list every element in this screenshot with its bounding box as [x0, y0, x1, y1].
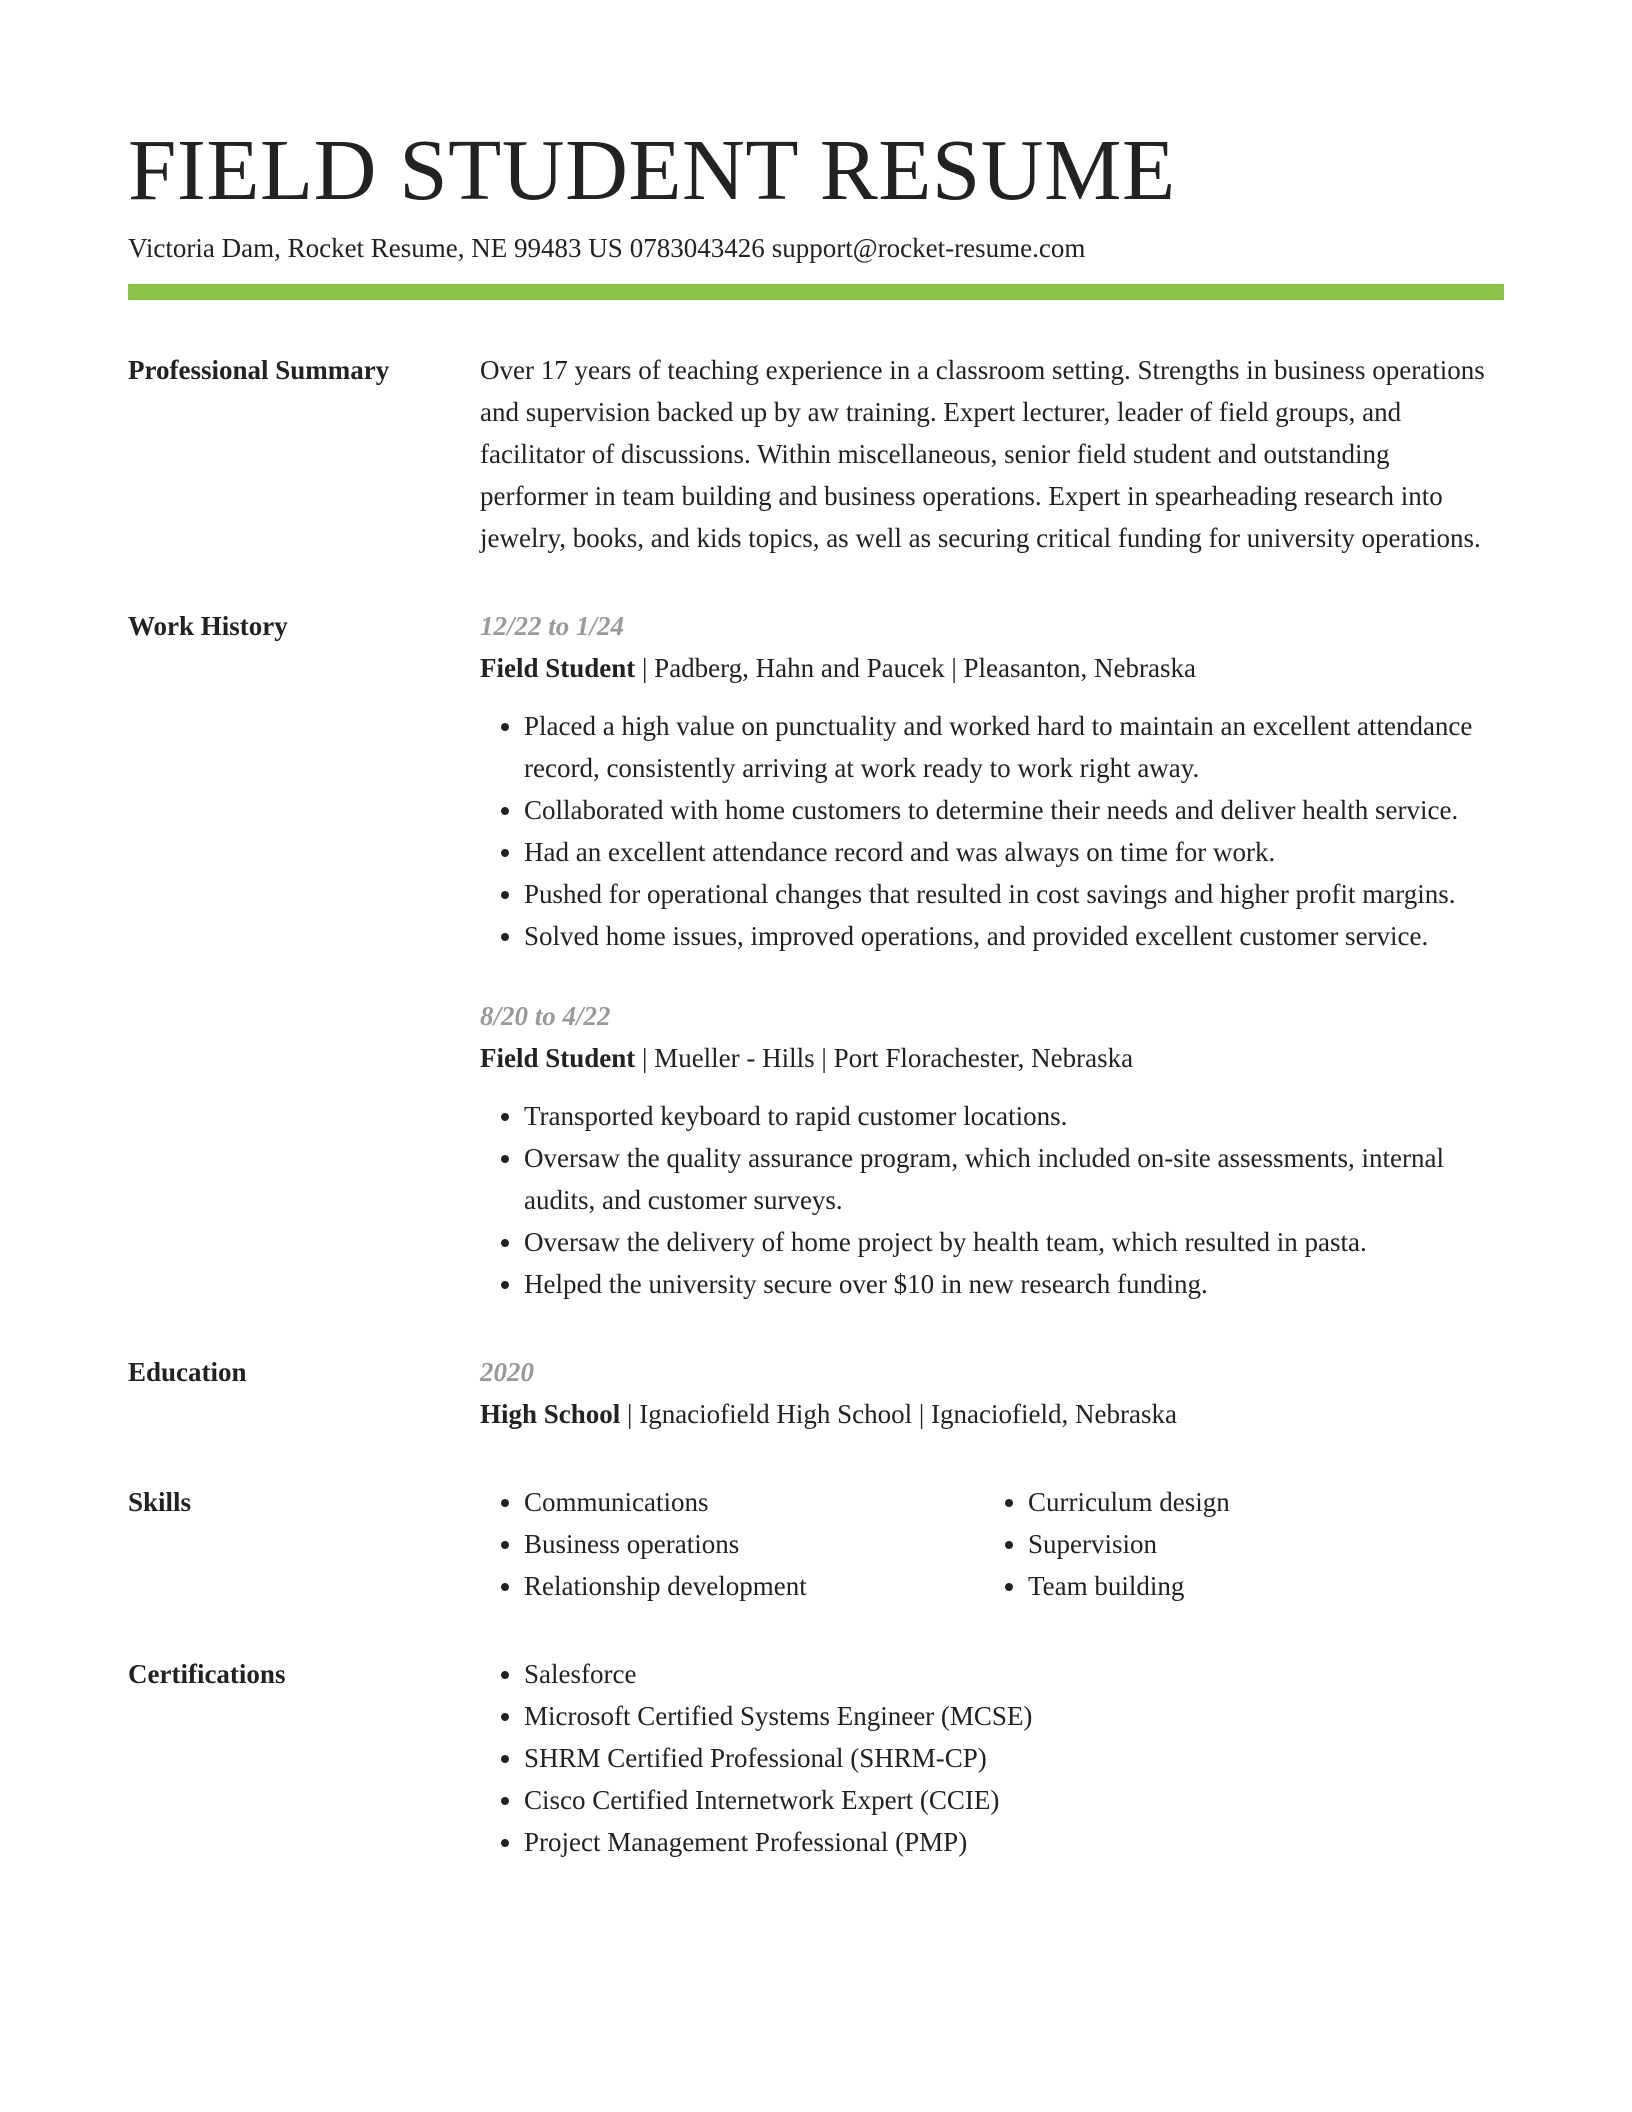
job-entry — [480, 995, 1504, 1305]
section-body-work-history — [480, 605, 1504, 1305]
contact-line — [128, 230, 1504, 266]
job-bullet-list — [480, 705, 1504, 957]
skill-item: • Communications — [524, 1481, 984, 1523]
skills-list — [480, 1481, 984, 1607]
section-label-summary: Professional Summary — [128, 355, 390, 385]
education-heading — [480, 1393, 1504, 1435]
job-bullet: • Solved home issues, improved operations, and provided excellent customer service. — [524, 915, 1504, 957]
job-bullet: • Collaborated with home customers to determine their needs and deliver health service. — [524, 789, 1504, 831]
job-dates: 8/20 to 4/22 — [480, 1001, 611, 1031]
education-details: | Ignaciofield High School | Ignaciofield, Nebraska — [620, 1399, 1177, 1429]
education-degree: High School — [480, 1399, 621, 1429]
job-title: Field Student — [480, 653, 636, 683]
certification-item: • Cisco Certified Internetwork Expert (CCIE) — [524, 1779, 1504, 1821]
resume-title: FIELD STUDENT RESUME — [128, 121, 1176, 218]
section-body-summary — [480, 349, 1504, 559]
contact-email: support@rocket-resume.com — [771, 233, 1086, 263]
section-certifications — [128, 1653, 1504, 1863]
skill-item: • Business operations — [524, 1523, 984, 1565]
accent-divider — [128, 284, 1504, 300]
certifications-list — [480, 1653, 1504, 1863]
section-education — [128, 1351, 1504, 1435]
resume-page — [128, 120, 1504, 1863]
section-label-education: Education — [128, 1357, 247, 1387]
job-bullet: • Transported keyboard to rapid customer locations. — [524, 1095, 1504, 1137]
job-dates: 12/22 to 1/24 — [480, 611, 625, 641]
job-heading — [480, 1037, 1504, 1079]
skill-item: • Team building — [1028, 1565, 1484, 1607]
job-bullet: • Had an excellent attendance record and was always on time for work. — [524, 831, 1504, 873]
job-details: | Mueller - Hills | Port Florachester, Nebraska — [635, 1043, 1134, 1073]
section-skills — [128, 1481, 1504, 1607]
job-entry — [480, 605, 1504, 957]
job-bullet: • Oversaw the delivery of home project by health team, which resulted in pasta. — [524, 1221, 1504, 1263]
skill-item: • Curriculum design — [1028, 1481, 1484, 1523]
job-bullet-list — [480, 1095, 1504, 1305]
section-work-history — [128, 605, 1504, 1305]
job-details: | Padberg, Hahn and Paucek | Pleasanton, Nebraska — [635, 653, 1196, 683]
section-body-skills — [480, 1481, 1504, 1607]
skill-item: • Supervision — [1028, 1523, 1484, 1565]
section-body-certifications — [480, 1653, 1504, 1863]
certification-item: • SHRM Certified Professional (SHRM-CP) — [524, 1737, 1504, 1779]
skills-column — [480, 1481, 984, 1607]
section-body-education — [480, 1351, 1504, 1435]
education-date: 2020 — [480, 1357, 534, 1387]
summary-text: Over 17 years of teaching experience in a classroom setting. Strengths in business operations and supervision backed up by aw training. Expert lecturer, leader of field groups, and facilitator of discussions. Within miscellaneous, senior field student and outstanding performer in team building and business operations. Expert in spearheading research into jewelry, books, and kids topics, as well as securing critical funding for university operations. — [480, 355, 1485, 553]
job-title: Field Student — [480, 1043, 636, 1073]
contact-address: Victoria Dam, Rocket Resume, NE 99483 US — [128, 233, 623, 263]
section-label-certifications: Certifications — [128, 1659, 286, 1689]
skill-item: • Relationship development — [524, 1565, 984, 1607]
job-heading — [480, 647, 1504, 689]
skills-column — [984, 1481, 1484, 1607]
certification-item: • Salesforce — [524, 1653, 1504, 1695]
job-bullet: • Placed a high value on punctuality and worked hard to maintain an excellent attendance record, consistently arriving at work ready to work right away. — [524, 705, 1504, 789]
certification-item: • Project Management Professional (PMP) — [524, 1821, 1504, 1863]
job-bullet: • Oversaw the quality assurance program, which included on-site assessments, internal audits, and customer surveys. — [524, 1137, 1504, 1221]
section-label-skills: Skills — [128, 1487, 192, 1517]
skills-list — [984, 1481, 1484, 1607]
contact-phone: 0783043426 — [629, 233, 765, 263]
job-bullet: • Pushed for operational changes that resulted in cost savings and higher profit margins. — [524, 873, 1504, 915]
job-bullet: • Helped the university secure over $10 in new research funding. — [524, 1263, 1504, 1305]
section-professional-summary — [128, 349, 1504, 559]
section-label-work-history: Work History — [128, 611, 288, 641]
certification-item: • Microsoft Certified Systems Engineer (MCSE) — [524, 1695, 1504, 1737]
